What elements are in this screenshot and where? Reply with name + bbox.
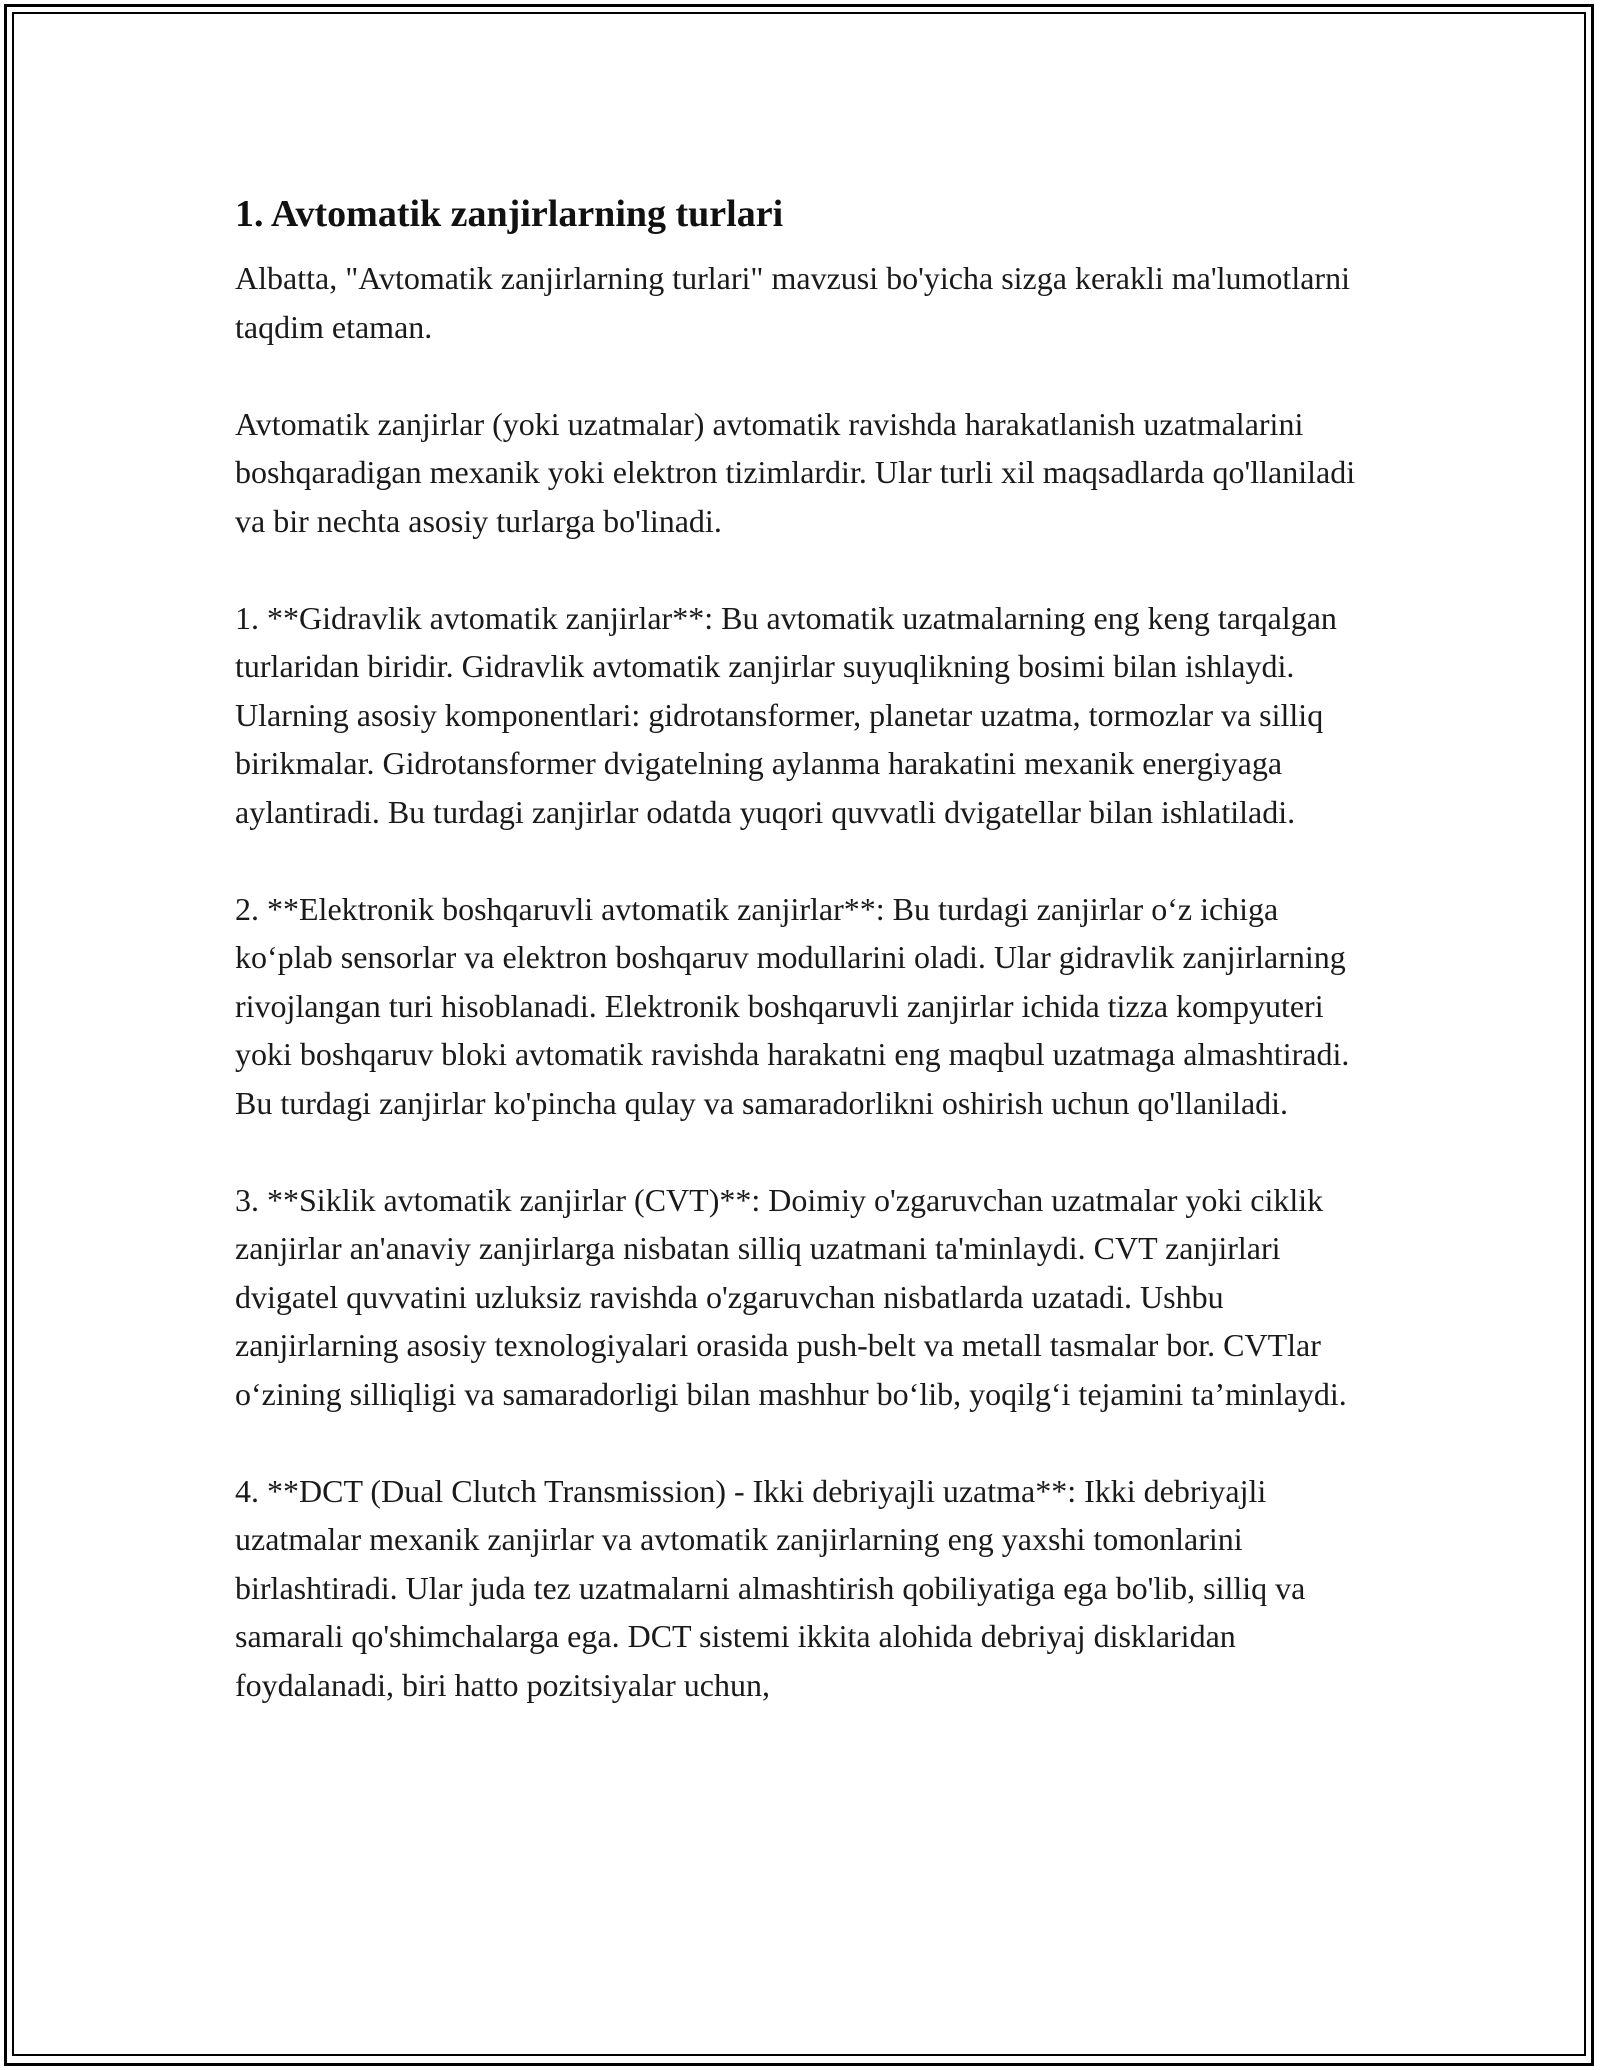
paragraph-definition: Avtomatik zanjirlar (yoki uzatmalar) avtomatik ravishda harakatlanish uzatmalarini boshqaradigan mexanik yoki elektron tizimlardir. Ular turli xil maqsadlarda qo'llaniladi va bir nechta asosiy turlarga bo'linadi. [235,405,1356,539]
document-title: 1. Avtomatik zanjirlarning turlari [235,193,784,235]
document-body [235,188,1375,1758]
paragraph-hydraulic: 1. **Gidravlik avtomatik zanjirlar**: Bu avtomatik uzatmalarning eng keng tarqalgan turlaridan biridir. Gidravlik avtomatik zanjirlar suyuqlikning bosimi bilan ishlaydi. Ularning asosiy komponentlari: gidrotansformer, planetar uzatma, tormozlar va silliq birikmalar. Gidrotansformer dvigatelning aylanma harakatini mexanik energiyaga aylantiradi. Bu turdagi zanjirlar odatda yuqori quvvatli dvigatellar bilan ishlatiladi. [235,599,1337,830]
paragraph-dct: 4. **DCT (Dual Clutch Transmission) - Ikki debriyajli uzatma**: Ikki debriyajli uzatmalar mexanik zanjirlar va avtomatik zanjirlarning eng yaxshi tomonlarini birlashtiradi. Ular juda tez uzatmalarni almashtirish qobiliyatiga ega bo'lib, silliq va samarali qo'shimchalarga ega. DCT sistemi ikkita alohida debriyaj disklaridan foydalanadi, biri hatto pozitsiyalar uchun, [235,1472,1306,1703]
paragraph-cvt: 3. **Siklik avtomatik zanjirlar (CVT)**: Doimiy o'zgaruvchan uzatmalar yoki ciklik zanjirlar an'anaviy zanjirlarga nisbatan silliq uzatmani ta'minlaydi. CVT zanjirlari dvigatel quvvatini uzluksiz ravishda o'zgaruvchan nisbatlarda uzatadi. Ushbu zanjirlarning asosiy texnologiyalari orasida push-belt va metall tasmalar bor. CVTlar o‘zining silliqligi va samaradorligi bilan mashhur bo‘lib, yoqilg‘i tejamini ta’minlaydi. [235,1181,1347,1412]
paragraph-electronic: 2. **Elektronik boshqaruvli avtomatik zanjirlar**: Bu turdagi zanjirlar o‘z ichiga ko‘plab sensorlar va elektron boshqaruv modullarini oladi. Ular gidravlik zanjirlarning rivojlangan turi hisoblanadi. Elektronik boshqaruvli zanjirlar ichida tizza kompyuteri yoki boshqaruv bloki avtomatik ravishda harakatni eng maqbul uzatmaga almashtiradi. Bu turdagi zanjirlar ko'pincha qulay va samaradorlikni oshirish uchun qo'llaniladi. [235,890,1350,1121]
paragraph-intro: Albatta, "Avtomatik zanjirlarning turlari" mavzusi bo'yicha sizga kerakli ma'lumotlarni taqdim etaman. [235,260,1350,345]
